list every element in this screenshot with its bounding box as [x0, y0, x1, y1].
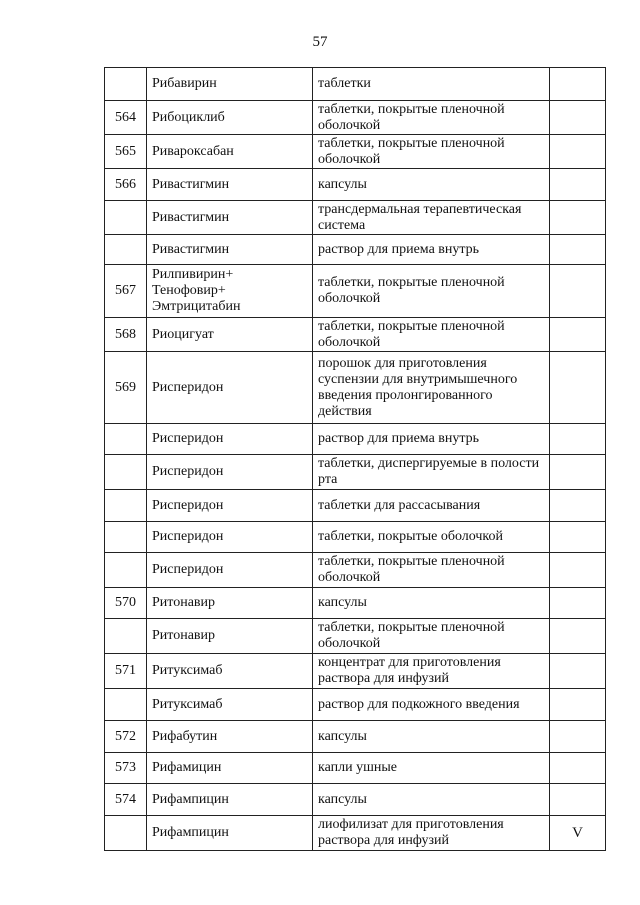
dosage-form: трансдермальная терапевтическая система [313, 201, 550, 235]
table-row [105, 201, 606, 235]
row-mark [550, 135, 606, 169]
drug-name: Рисперидон [147, 424, 313, 455]
row-number: 572 [105, 721, 147, 753]
row-number [105, 68, 147, 101]
table-row [105, 654, 606, 689]
row-number [105, 553, 147, 588]
drug-table-body [105, 68, 606, 851]
row-number [105, 201, 147, 235]
row-number: 566 [105, 169, 147, 201]
table-row [105, 588, 606, 619]
drug-name: Рибавирин [147, 68, 313, 101]
row-mark [550, 784, 606, 816]
row-mark [550, 68, 606, 101]
row-mark [550, 553, 606, 588]
dosage-form: таблетки, покрытые оболочкой [313, 522, 550, 553]
row-mark [550, 201, 606, 235]
dosage-form: таблетки, покрытые пленочной оболочкой [313, 101, 550, 135]
row-mark [550, 522, 606, 553]
row-number: 569 [105, 352, 147, 424]
drug-name: Ритуксимаб [147, 654, 313, 689]
drug-name: Ритонавир [147, 588, 313, 619]
dosage-form: капсулы [313, 588, 550, 619]
row-number [105, 235, 147, 265]
table-row [105, 318, 606, 352]
table-row [105, 689, 606, 721]
drug-name: Ривастигмин [147, 235, 313, 265]
table-row [105, 721, 606, 753]
drug-table [104, 67, 606, 851]
table-row [105, 235, 606, 265]
row-number: 564 [105, 101, 147, 135]
row-mark [550, 654, 606, 689]
dosage-form: таблетки, покрытые пленочной оболочкой [313, 553, 550, 588]
table-row [105, 816, 606, 851]
dosage-form: таблетки, покрытые пленочной оболочкой [313, 619, 550, 654]
row-mark: V [550, 816, 606, 851]
drug-name: Рифампицин [147, 784, 313, 816]
row-number [105, 816, 147, 851]
table-row [105, 522, 606, 553]
drug-name: Ритуксимаб [147, 689, 313, 721]
row-number: 573 [105, 753, 147, 784]
dosage-form: таблетки, покрытые пленочной оболочкой [313, 135, 550, 169]
drug-name: Ривароксабан [147, 135, 313, 169]
table-row [105, 753, 606, 784]
row-mark [550, 490, 606, 522]
table-row [105, 169, 606, 201]
drug-name: Рисперидон [147, 352, 313, 424]
drug-name: Рилпивирин+ Тенофовир+ Эмтрицитабин [147, 265, 313, 318]
row-number [105, 455, 147, 490]
dosage-form: раствор для приема внутрь [313, 235, 550, 265]
table-row [105, 424, 606, 455]
table-row [105, 265, 606, 318]
row-mark [550, 455, 606, 490]
dosage-form: таблетки, покрытые пленочной оболочкой [313, 318, 550, 352]
table-row [105, 490, 606, 522]
row-mark [550, 424, 606, 455]
dosage-form: капли ушные [313, 753, 550, 784]
table-row [105, 553, 606, 588]
dosage-form: раствор для подкожного введения [313, 689, 550, 721]
row-mark [550, 753, 606, 784]
table-row [105, 101, 606, 135]
row-mark [550, 265, 606, 318]
drug-name: Рифампицин [147, 816, 313, 851]
drug-name: Рисперидон [147, 490, 313, 522]
drug-name: Риоцигуат [147, 318, 313, 352]
row-mark [550, 318, 606, 352]
row-number: 567 [105, 265, 147, 318]
table-row [105, 352, 606, 424]
table-row [105, 784, 606, 816]
row-number [105, 424, 147, 455]
drug-name: Рифамицин [147, 753, 313, 784]
table-row [105, 135, 606, 169]
dosage-form: таблетки для рассасывания [313, 490, 550, 522]
page-number: 57 [312, 34, 328, 50]
row-number: 565 [105, 135, 147, 169]
dosage-form: капсулы [313, 169, 550, 201]
dosage-form: капсулы [313, 721, 550, 753]
dosage-form: порошок для приготовления суспензии для внутримышечного введения пролонгированного действия [313, 352, 550, 424]
dosage-form: капсулы [313, 784, 550, 816]
row-mark [550, 721, 606, 753]
drug-name: Рибоциклиб [147, 101, 313, 135]
dosage-form: раствор для приема внутрь [313, 424, 550, 455]
dosage-form: концентрат для приготовления раствора для инфузий [313, 654, 550, 689]
table-row [105, 455, 606, 490]
dosage-form: таблетки [313, 68, 550, 101]
row-mark [550, 352, 606, 424]
drug-name: Ривастигмин [147, 201, 313, 235]
row-number: 571 [105, 654, 147, 689]
row-mark [550, 101, 606, 135]
row-mark [550, 619, 606, 654]
dosage-form: таблетки, диспергируемые в полости рта [313, 455, 550, 490]
drug-name: Рифабутин [147, 721, 313, 753]
row-number [105, 689, 147, 721]
dosage-form: таблетки, покрытые пленочной оболочкой [313, 265, 550, 318]
drug-name: Рисперидон [147, 455, 313, 490]
dosage-form: лиофилизат для приготовления раствора для инфузий [313, 816, 550, 851]
drug-name: Ритонавир [147, 619, 313, 654]
row-mark [550, 689, 606, 721]
row-number: 568 [105, 318, 147, 352]
row-number: 574 [105, 784, 147, 816]
row-mark [550, 588, 606, 619]
row-number [105, 619, 147, 654]
row-number [105, 522, 147, 553]
drug-name: Рисперидон [147, 553, 313, 588]
drug-name: Ривастигмин [147, 169, 313, 201]
table-row [105, 619, 606, 654]
row-number [105, 490, 147, 522]
row-mark [550, 169, 606, 201]
row-number: 570 [105, 588, 147, 619]
row-mark [550, 235, 606, 265]
drug-name: Рисперидон [147, 522, 313, 553]
table-row [105, 68, 606, 101]
